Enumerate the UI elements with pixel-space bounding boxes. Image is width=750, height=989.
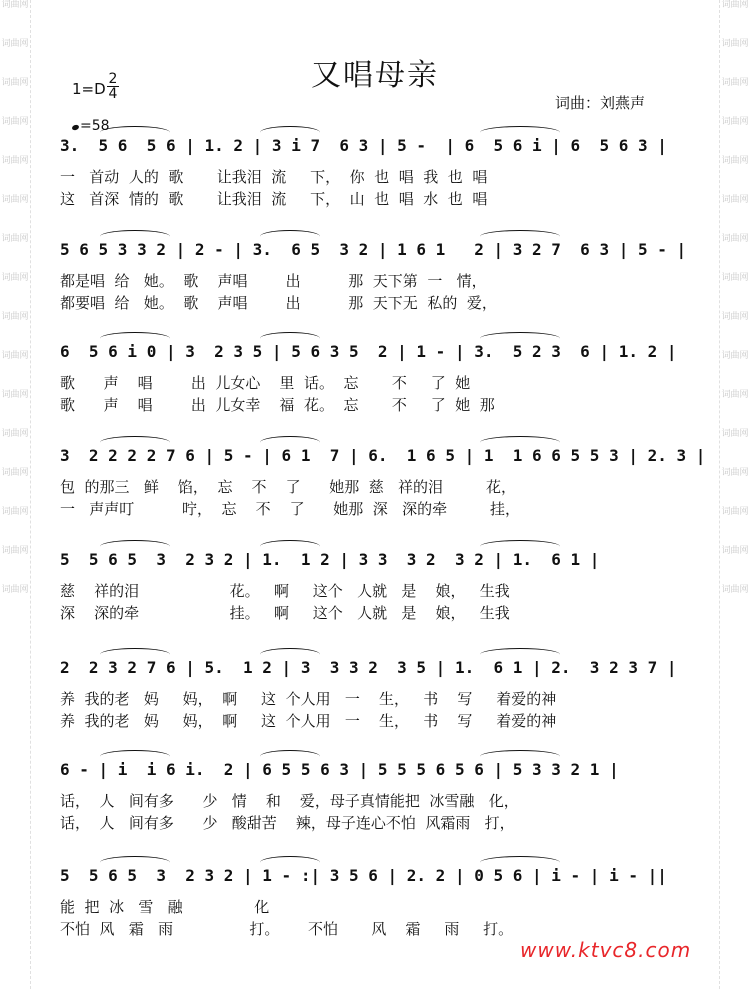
watermark-text: 词曲网 [721, 585, 749, 595]
credit: 词曲：刘燕声 [555, 94, 646, 112]
lyrics-verse-2: 不怕 风 霜 雨 打。 不怕 风 霜 雨 打。 [60, 920, 514, 938]
watermark-text: 词曲网 [721, 117, 749, 127]
slur-mark [100, 540, 170, 553]
slur-mark [100, 126, 170, 139]
lyrics-verse-1: 歌 声 唱 出 儿女心 里 话。 忘 不 了 她 [60, 374, 471, 392]
watermark-text: 词曲网 [721, 546, 749, 556]
slur-mark [480, 126, 560, 139]
notation-row: 3. 5 6 5 6 | 1. 2 | 3 i 7 6 3 | 5 - | 6 5 6 i | 6 5 6 3 | [60, 136, 667, 155]
song-title: 又唱母亲 [311, 58, 439, 93]
slur-mark [260, 230, 320, 243]
watermark-text: 词曲网 [1, 39, 29, 49]
lyrics-verse-2: 歌 声 唱 出 儿女幸 福 花。 忘 不 了 她 那 [60, 396, 495, 414]
watermark-left [0, 0, 31, 989]
slur-mark [480, 540, 560, 553]
watermark-text: 词曲网 [721, 468, 749, 478]
notation-row: 6 - | i i 6 i. 2 | 6 5 5 6 3 | 5 5 5 6 5 6 | 5 3 3 2 1 | [60, 760, 619, 779]
slur-mark [480, 648, 560, 661]
watermark-text: 词曲网 [1, 195, 29, 205]
slur-mark [260, 648, 320, 661]
watermark-text: 词曲网 [1, 507, 29, 517]
watermark-text: 词曲网 [1, 429, 29, 439]
watermark-text: 词曲网 [1, 390, 29, 400]
slur-mark [480, 332, 560, 345]
slur-mark [260, 856, 320, 869]
time-signature-top: 2 [108, 71, 118, 87]
lyrics-verse-1: 能 把 冰 雪 融 化 [60, 898, 270, 916]
lyrics-verse-2: 一 声声叮 咛， 忘 不 了 她那 深 深的牵 挂， [60, 500, 521, 518]
slur-mark [100, 332, 170, 345]
notation-row: 2 2 3 2 7 6 | 5. 1 2 | 3 3 3 2 3 5 | 1. 6 1 | 2. 3 2 3 7 | [60, 658, 677, 677]
watermark-right [719, 0, 750, 989]
lyrics-verse-2: 话， 人 间有多 少 酸甜苦 辣，母子连心不怕 风霜雨 打， [60, 814, 515, 832]
watermark-text: 词曲网 [721, 312, 749, 322]
slur-mark [260, 540, 320, 553]
slur-mark [480, 856, 560, 869]
slur-mark [260, 436, 320, 449]
watermark-text: 词曲网 [721, 429, 749, 439]
watermark-text: 词曲网 [721, 39, 749, 49]
watermark-text: 词曲网 [1, 546, 29, 556]
slur-mark [260, 126, 320, 139]
lyrics-verse-2: 深 深的牵 挂。 啊 这个 人就 是 娘， 生我 [60, 604, 510, 622]
slur-mark [100, 436, 170, 449]
slur-mark [260, 332, 320, 345]
lyrics-verse-2: 养 我的老 妈 妈， 啊 这 个人用 一 生， 书 写 着爱的神 [60, 712, 557, 730]
watermark-text: 词曲网 [721, 156, 749, 166]
notation-row: 5 6 5 3 3 2 | 2 - | 3. 6 5 3 2 | 1 6 1 2 | 3 2 7 6 3 | 5 - | [60, 240, 687, 259]
watermark-text: 词曲网 [1, 468, 29, 478]
slur-mark [260, 750, 320, 763]
notation-row: 5 5 6 5 3 2 3 2 | 1. 1 2 | 3 3 3 2 3 2 | 1. 6 1 | [60, 550, 600, 569]
watermark-text: 词曲网 [721, 234, 749, 244]
slur-mark [480, 750, 560, 763]
watermark-text: 词曲网 [1, 273, 29, 283]
watermark-text: 词曲网 [721, 390, 749, 400]
lyrics-verse-1: 话， 人 间有多 少 情 和 爱，母子真情能把 冰雪融 化， [60, 792, 519, 810]
watermark-text: 词曲网 [1, 78, 29, 88]
watermark-text: 词曲网 [1, 156, 29, 166]
watermark-text: 词曲网 [1, 117, 29, 127]
tempo-value: =58 [80, 118, 110, 134]
watermark-text: 词曲网 [721, 0, 749, 10]
slur-mark [100, 750, 170, 763]
watermark-text: 词曲网 [721, 195, 749, 205]
slur-mark [100, 230, 170, 243]
watermark-text: 词曲网 [721, 351, 749, 361]
lyrics-verse-2: 都要唱 给 她。 歌 声唱 出 那 天下无 私的 爱， [60, 294, 497, 312]
watermark-text: 词曲网 [1, 351, 29, 361]
lyrics-verse-1: 养 我的老 妈 妈， 啊 这 个人用 一 生， 书 写 着爱的神 [60, 690, 557, 708]
quarter-note-icon [71, 124, 79, 131]
watermark-text: 词曲网 [1, 585, 29, 595]
website-logo: www.ktvc8.com [520, 938, 692, 962]
notation-row: 6 5 6 i 0 | 3 2 3 5 | 5 6 3 5 2 | 1 - | 3. 5 2 3 6 | 1. 2 | [60, 342, 677, 361]
lyrics-verse-2: 这 首深 情的 歌 让我泪 流 下， 山 也 唱 水 也 唱 [60, 190, 488, 208]
watermark-text: 词曲网 [721, 507, 749, 517]
watermark-text: 词曲网 [1, 0, 29, 10]
slur-mark [480, 436, 560, 449]
watermark-text: 词曲网 [1, 312, 29, 322]
slur-mark [480, 230, 560, 243]
notation-row: 5 5 6 5 3 2 3 2 | 1 - :| 3 5 6 | 2. 2 | 0 5 6 | i - | i - || [60, 866, 667, 885]
lyrics-verse-1: 都是唱 给 她。 歌 声唱 出 那 天下第 一 情， [60, 272, 487, 290]
watermark-text: 词曲网 [1, 234, 29, 244]
notation-row: 3 2 2 2 2 7 6 | 5 - | 6 1 7 | 6. 1 6 5 | 1 1 6 6 5 5 3 | 2. 3 | [60, 446, 706, 465]
lyrics-verse-1: 包 的那三 鲜 馅， 忘 不 了 她那 慈 祥的泪 花， [60, 478, 516, 496]
time-signature [107, 72, 119, 101]
lyrics-verse-1: 一 首动 人的 歌 让我泪 流 下， 你 也 唱 我 也 唱 [60, 168, 488, 186]
slur-mark [100, 648, 170, 661]
watermark-text: 词曲网 [721, 78, 749, 88]
watermark-text: 词曲网 [721, 273, 749, 283]
lyrics-verse-1: 慈 祥的泪 花。 啊 这个 人就 是 娘， 生我 [60, 582, 510, 600]
time-signature-bottom: 4 [108, 86, 118, 102]
slur-mark [100, 856, 170, 869]
key-signature: 1=D [72, 80, 106, 98]
